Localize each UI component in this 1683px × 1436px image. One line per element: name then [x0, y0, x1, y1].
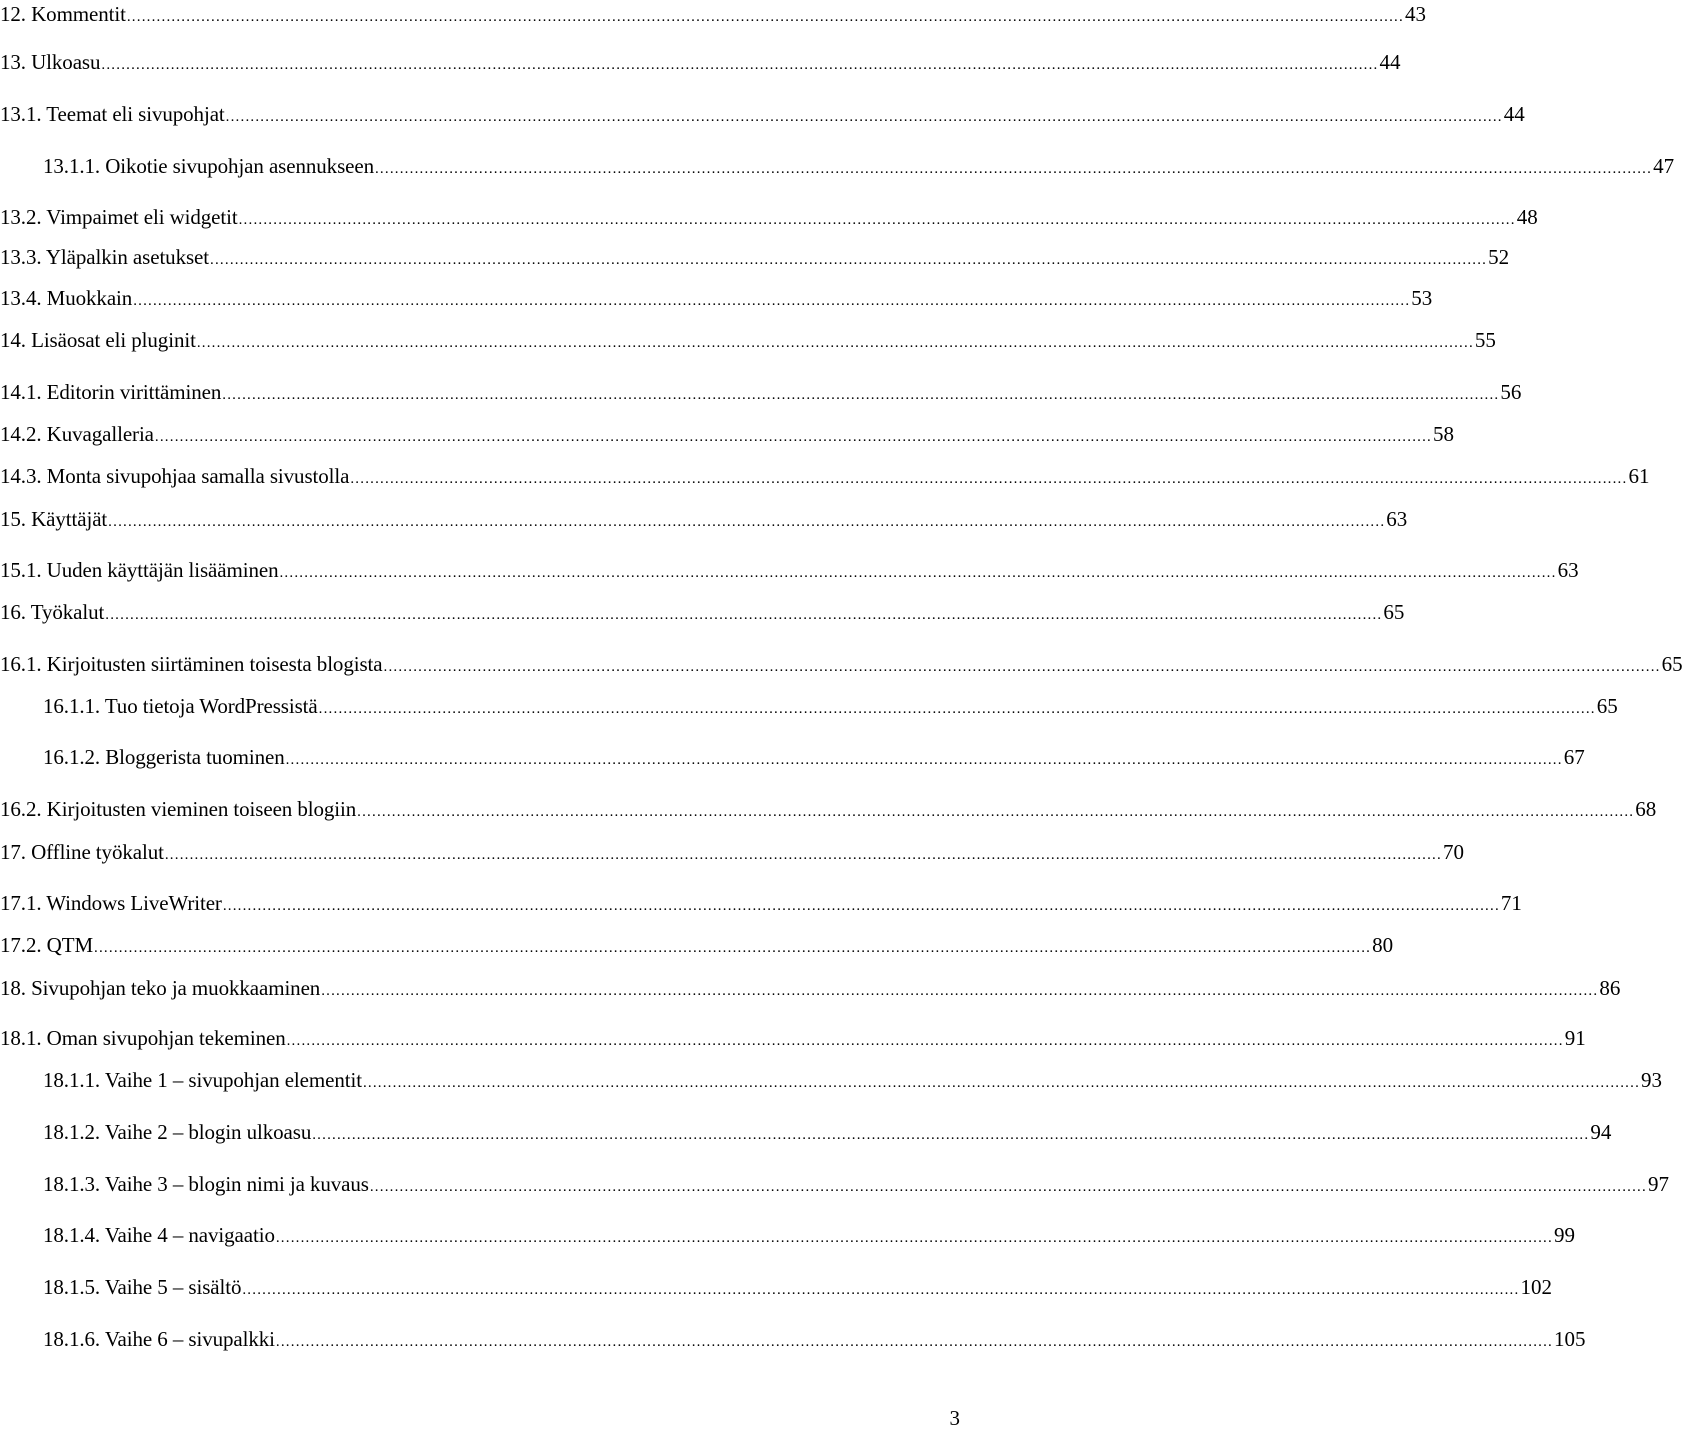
toc-entry-page: 93 — [1641, 1068, 1663, 1092]
toc-entry-title: 16.1.1. Tuo tietoja WordPressistä — [43, 694, 318, 718]
toc-entry-title: 17.2. QTM — [0, 933, 94, 957]
toc-entry-page: 61 — [1628, 464, 1650, 488]
toc-dot-leader — [350, 465, 1627, 493]
toc-entry-page: 70 — [1442, 840, 1464, 864]
toc-entry-page: 99 — [1553, 1223, 1575, 1247]
toc-dot-leader — [226, 103, 1503, 131]
toc-entry-page: 91 — [1564, 1026, 1586, 1050]
toc-entry[interactable] — [0, 203, 1538, 231]
toc-dot-leader — [279, 559, 1556, 587]
page-number: 3 — [949, 1406, 960, 1430]
toc-entry-page: 97 — [1647, 1172, 1669, 1196]
toc-dot-leader — [357, 798, 1634, 826]
toc-entry-page: 63 — [1386, 507, 1408, 531]
toc-entry-title: 16.1. Kirjoitusten siirtäminen toisesta blogista — [0, 652, 383, 676]
toc-entry-page: 65 — [1661, 652, 1683, 676]
toc-entry[interactable] — [0, 462, 1650, 490]
toc-entry-title: 17.1. Windows LiveWriter — [0, 891, 222, 915]
toc-entry-title: 18.1. Oman sivupohjan tekeminen — [0, 1026, 286, 1050]
toc-entry[interactable] — [0, 650, 1683, 678]
toc-entry-title: 18.1.3. Vaihe 3 – blogin nimi ja kuvaus — [43, 1172, 369, 1196]
toc-entry-title: 14.2. Kuvagalleria — [0, 422, 154, 446]
toc-dot-leader — [210, 246, 1487, 274]
toc-entry-title: 15. Käyttäjät — [0, 507, 108, 531]
toc-entry-page: 55 — [1474, 328, 1496, 352]
toc-dot-leader — [239, 206, 1516, 234]
toc-dot-leader — [101, 51, 1378, 79]
toc-entry-page: 56 — [1500, 380, 1522, 404]
toc-entry-page: 67 — [1563, 745, 1585, 769]
toc-entry-page: 44 — [1379, 50, 1401, 74]
toc-entry[interactable] — [0, 420, 1455, 448]
toc-dot-leader — [197, 329, 1474, 357]
toc-entry-title: 13.1.1. Oikotie sivupohjan asennukseen — [43, 154, 374, 178]
toc-entry[interactable] — [0, 378, 1522, 406]
toc-entry-title: 18.1.2. Vaihe 2 – blogin ulkoasu — [43, 1120, 312, 1144]
toc-entry-title: 17. Offline työkalut — [0, 840, 164, 864]
toc-dot-leader — [94, 934, 1371, 962]
toc-dot-leader — [286, 746, 1563, 774]
toc-entry-page: 52 — [1488, 245, 1510, 269]
toc-entry-title: 14.1. Editorin virittäminen — [0, 380, 222, 404]
toc-entry[interactable] — [0, 152, 1675, 180]
toc-entry-title: 18.1.5. Vaihe 5 – sisältö — [43, 1275, 242, 1299]
toc-dot-leader — [319, 695, 1596, 723]
toc-entry[interactable] — [0, 795, 1657, 823]
toc-dot-leader — [370, 1173, 1647, 1201]
toc-entry-page: 48 — [1516, 205, 1538, 229]
toc-entry-title: 18.1.1. Vaihe 1 – sivupohjan elementit — [43, 1068, 362, 1092]
toc-dot-leader — [321, 977, 1598, 1005]
toc-dot-leader — [108, 508, 1385, 536]
toc-entry-title: 14.3. Monta sivupohjaa samalla sivustolla — [0, 464, 350, 488]
toc-entry[interactable] — [0, 1118, 1612, 1146]
toc-dot-leader — [155, 423, 1432, 451]
toc-entry-page: 94 — [1590, 1120, 1612, 1144]
toc-entry-title: 18. Sivupohjan teko ja muokkaaminen — [0, 976, 321, 1000]
toc-entry-page: 65 — [1596, 694, 1618, 718]
toc-entry[interactable] — [0, 1221, 1575, 1249]
toc-entry[interactable] — [0, 505, 1408, 533]
toc-entry-title: 18.1.4. Vaihe 4 – navigaatio — [43, 1223, 275, 1247]
toc-entry[interactable] — [0, 974, 1621, 1002]
toc-entry[interactable] — [0, 931, 1394, 959]
toc-entry-title: 13.1. Teemat eli sivupohjat — [0, 102, 225, 126]
toc-entry-title: 14. Lisäosat eli pluginit — [0, 328, 196, 352]
toc-entry[interactable] — [0, 556, 1579, 584]
toc-entry-title: 16.2. Kirjoitusten vieminen toiseen blogiin — [0, 797, 357, 821]
toc-entry[interactable] — [0, 0, 1426, 28]
toc-entry-title: 16.1.2. Bloggerista tuominen — [43, 745, 285, 769]
toc-entry-title: 13.4. Muokkain — [0, 286, 133, 310]
toc-dot-leader — [127, 3, 1404, 31]
toc-dot-leader — [276, 1328, 1553, 1356]
toc-dot-leader — [222, 381, 1499, 409]
toc-entry-title: 12. Kommentit — [0, 2, 126, 26]
toc-dot-leader — [375, 155, 1652, 183]
toc-entry-page: 63 — [1557, 558, 1579, 582]
toc-entry[interactable] — [0, 1024, 1586, 1052]
toc-entry-title: 18.1.6. Vaihe 6 – sivupalkki — [43, 1327, 275, 1351]
toc-entry[interactable] — [0, 838, 1464, 866]
toc-entry-page: 44 — [1503, 102, 1525, 126]
toc-entry-page: 71 — [1500, 891, 1522, 915]
toc-entry[interactable] — [0, 889, 1522, 917]
toc-dot-leader — [165, 841, 1442, 869]
toc-entry[interactable] — [0, 1325, 1586, 1353]
toc-entry[interactable] — [0, 743, 1585, 771]
toc-entry-page: 105 — [1554, 1327, 1586, 1351]
toc-entry-title: 16. Työkalut — [0, 600, 105, 624]
toc-entry-title: 15.1. Uuden käyttäjän lisääminen — [0, 558, 279, 582]
toc-entry-page: 43 — [1404, 2, 1426, 26]
toc-entry[interactable] — [0, 1273, 1552, 1301]
toc-entry-title: 13.2. Vimpaimet eli widgetit — [0, 205, 238, 229]
toc-dot-leader — [242, 1276, 1519, 1304]
toc-entry-page: 58 — [1433, 422, 1455, 446]
toc-entry[interactable] — [0, 692, 1618, 720]
toc-entry-page: 47 — [1653, 154, 1675, 178]
toc-entry-page: 68 — [1635, 797, 1657, 821]
toc-entry-page: 65 — [1383, 600, 1405, 624]
toc-entry[interactable] — [0, 243, 1510, 271]
toc-dot-leader — [133, 287, 1410, 315]
toc-entry-page: 53 — [1411, 286, 1433, 310]
toc-entry[interactable] — [0, 48, 1401, 76]
toc-dot-leader — [363, 1069, 1640, 1097]
toc-entry-page: 86 — [1599, 976, 1621, 1000]
toc-dot-leader — [105, 601, 1382, 629]
toc-dot-leader — [384, 653, 1661, 681]
toc-dot-leader — [276, 1224, 1553, 1252]
toc-entry[interactable] — [0, 1066, 1663, 1094]
toc-entry[interactable] — [0, 284, 1433, 312]
toc-entry-title: 13. Ulkoasu — [0, 50, 101, 74]
toc-dot-leader — [287, 1027, 1564, 1055]
toc-entry-page: 102 — [1520, 1275, 1552, 1299]
toc-dot-leader — [312, 1121, 1589, 1149]
toc-entry[interactable] — [0, 1170, 1669, 1198]
toc-entry-title: 13.3. Yläpalkin asetukset — [0, 245, 210, 269]
toc-dot-leader — [223, 892, 1500, 920]
toc-entry[interactable] — [0, 598, 1405, 626]
toc-entry[interactable] — [0, 100, 1525, 128]
toc-entry[interactable] — [0, 326, 1496, 354]
toc-entry-page: 80 — [1372, 933, 1394, 957]
